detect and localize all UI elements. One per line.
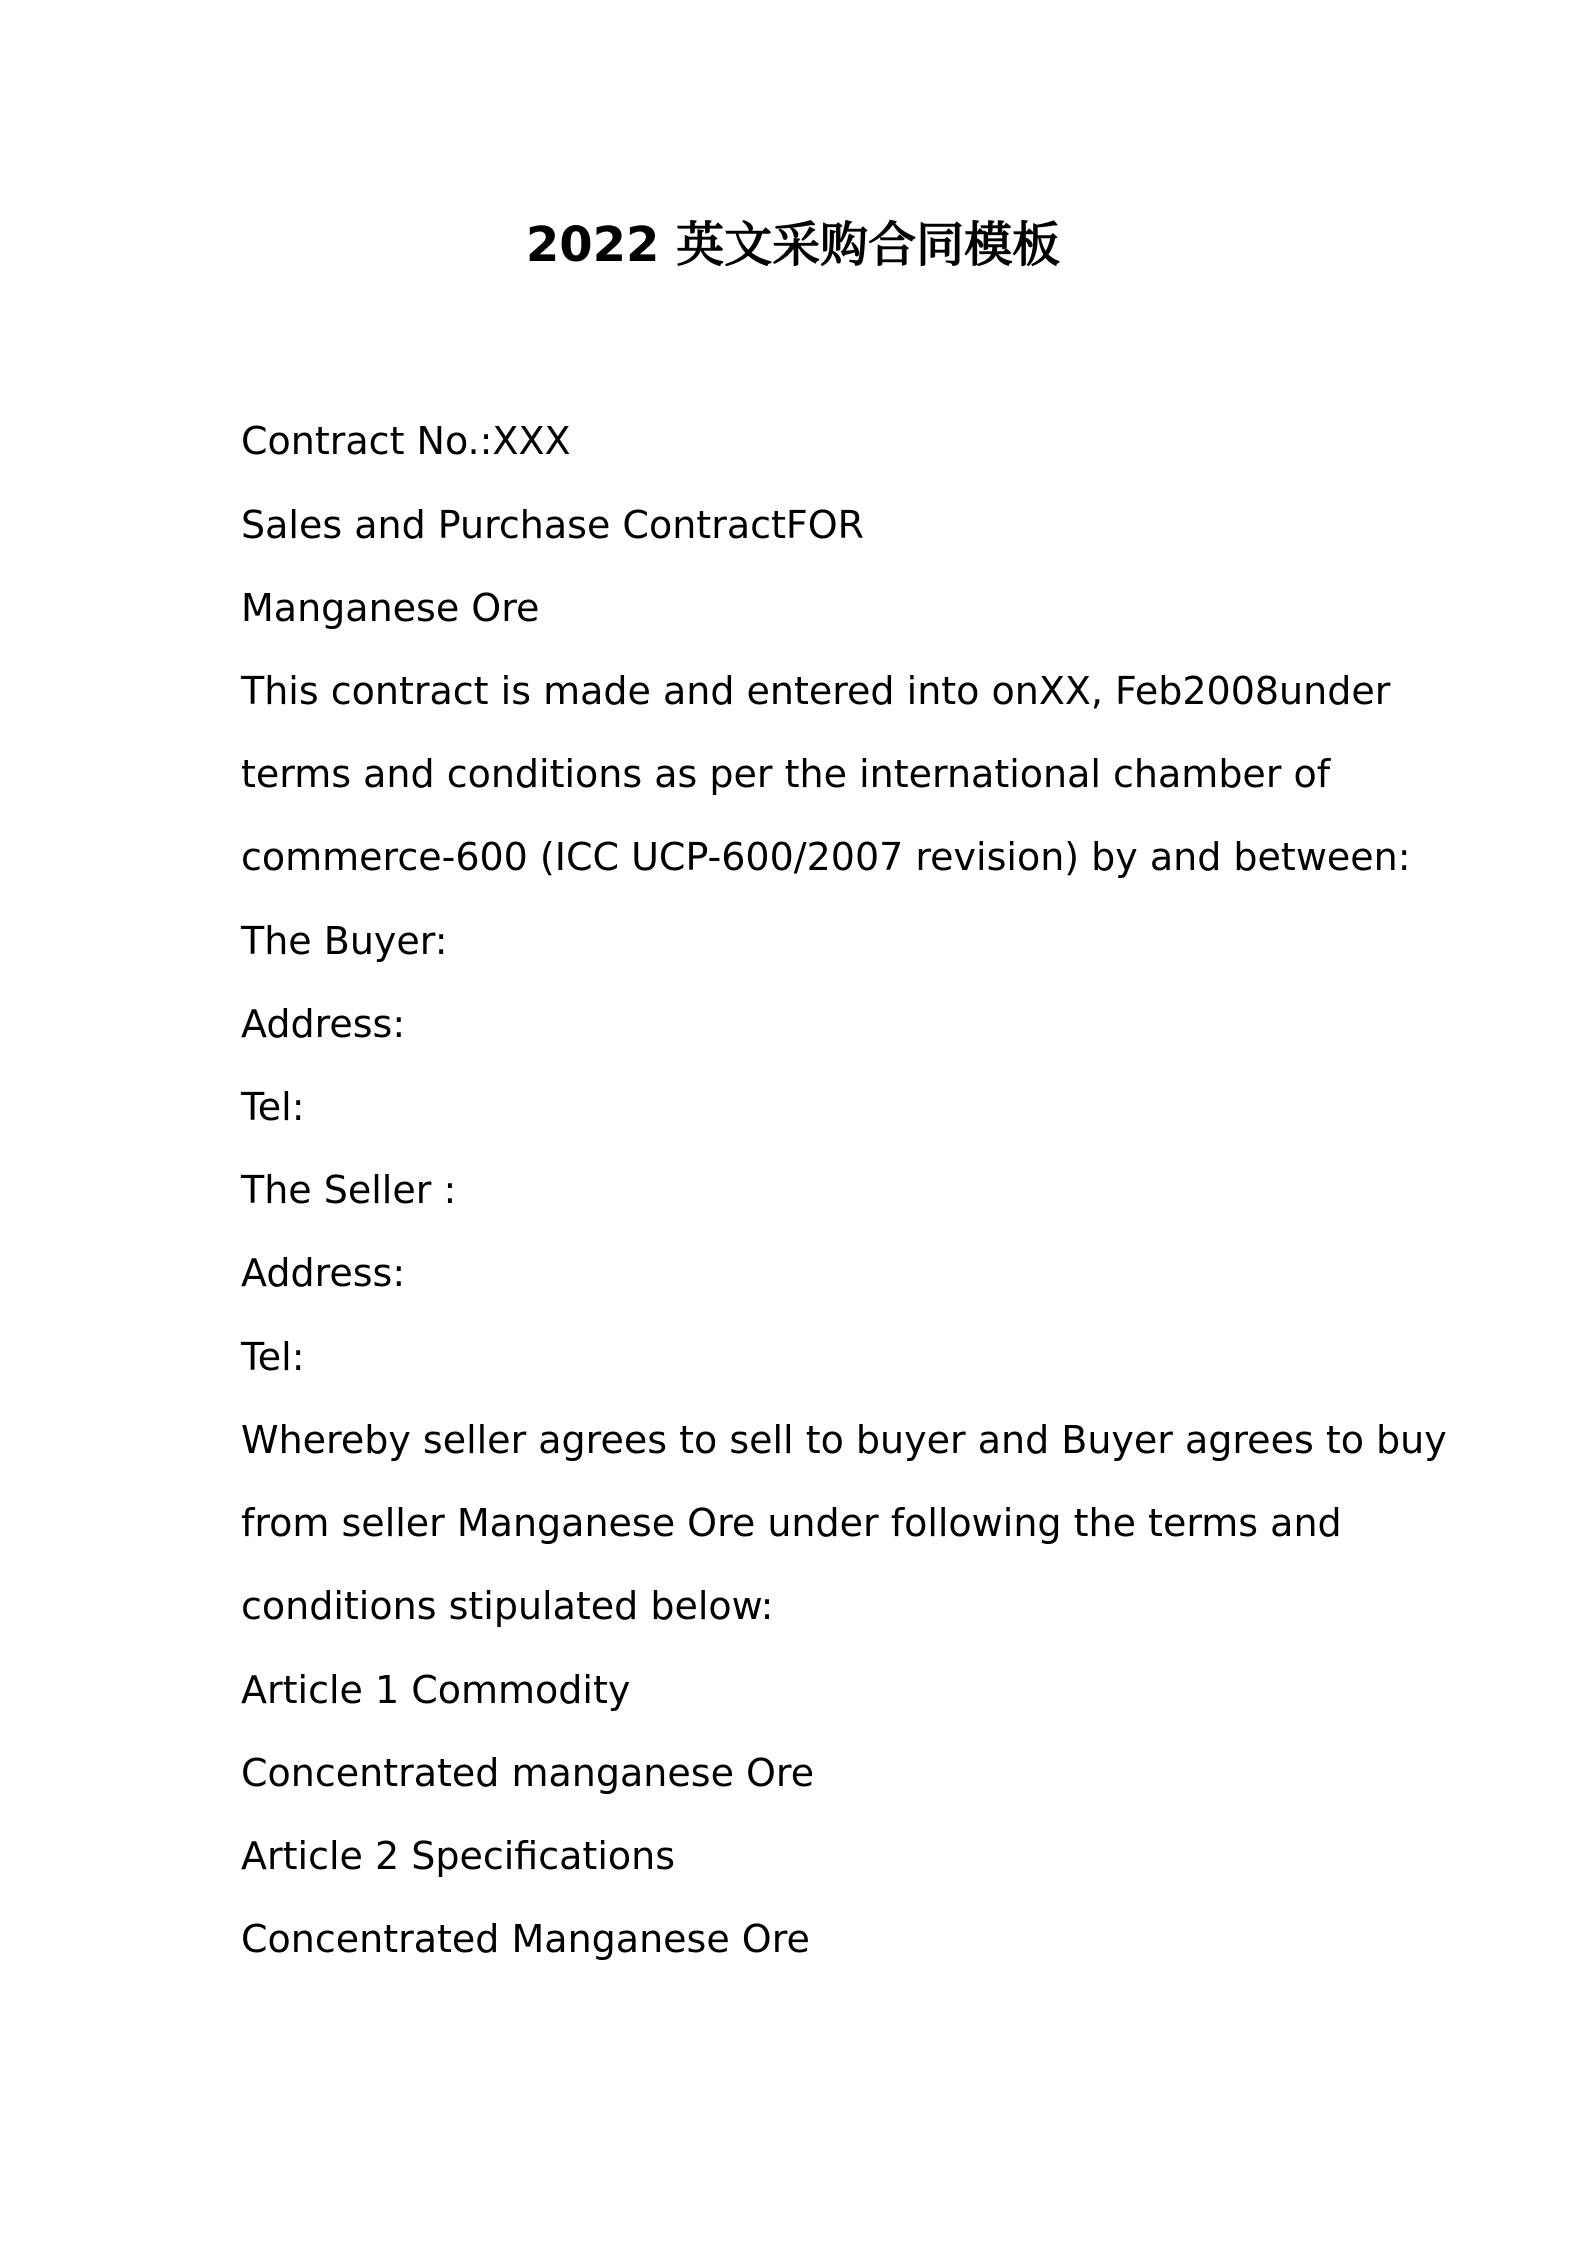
- contract-type-line: Sales and Purchase ContractFOR: [241, 503, 865, 547]
- intro-paragraph-line-3: commerce-600 (ICC UCP-600/2007 revision) by and between:: [241, 835, 1411, 879]
- seller-address-label: Address:: [241, 1251, 406, 1295]
- commodity-heading-line: Manganese Ore: [241, 586, 540, 630]
- agreement-paragraph-line-2: from seller Manganese Ore under following the terms and: [241, 1501, 1342, 1545]
- article-2-content: Concentrated Manganese Ore: [241, 1917, 810, 1961]
- document-title: 2022 英文采购合同模板: [525, 217, 1061, 273]
- buyer-label: The Buyer:: [241, 919, 448, 963]
- intro-paragraph-line-1: This contract is made and entered into onXX, Feb2008under: [241, 669, 1391, 713]
- article-1-content: Concentrated manganese Ore: [241, 1751, 815, 1795]
- buyer-tel-label: Tel:: [241, 1085, 305, 1129]
- intro-paragraph-line-2: terms and conditions as per the international chamber of: [241, 752, 1331, 796]
- agreement-paragraph-line-1: Whereby seller agrees to sell to buyer and Buyer agrees to buy: [241, 1418, 1447, 1462]
- article-1-heading: Article 1 Commodity: [241, 1668, 631, 1712]
- article-2-heading: Article 2 Specifications: [241, 1834, 676, 1878]
- seller-label: The Seller :: [241, 1168, 457, 1212]
- buyer-address-label: Address:: [241, 1002, 406, 1046]
- contract-number-line: Contract No.:XXX: [241, 419, 571, 463]
- seller-tel-label: Tel:: [241, 1335, 305, 1379]
- agreement-paragraph-line-3: conditions stipulated below:: [241, 1584, 774, 1628]
